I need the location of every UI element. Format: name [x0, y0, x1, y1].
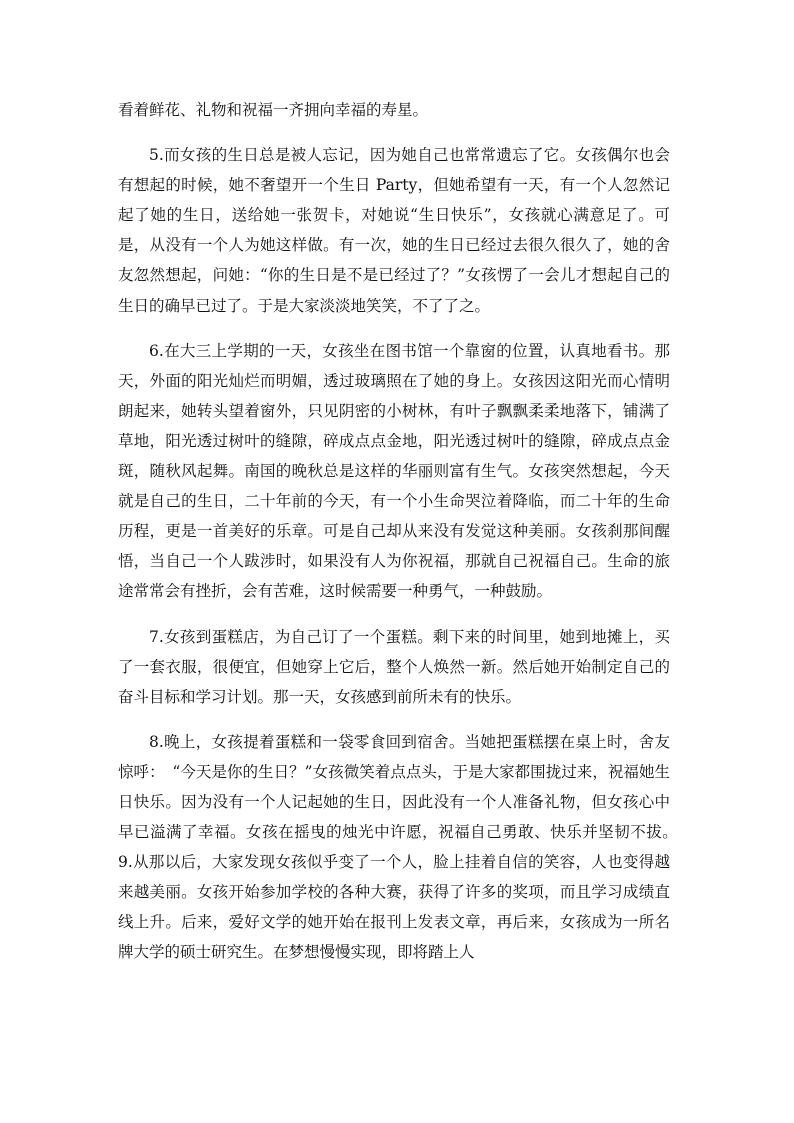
paragraph-continuation: 看着鲜花、礼物和祝福一齐拥向幸福的寿星。: [118, 101, 429, 119]
paragraph-7: 7.女孩到蛋糕店，为自己订了一个蛋糕。剩下来的时间里，她到地摊上，买了一套衣服，很便宜，但她穿上它后，整个人焕然一新。然后她开始制定自己的奋斗目标和学习计划。那一天，女孩感到前所未有的快乐。: [118, 627, 670, 706]
document-body: [118, 95, 702, 983]
paragraph-5: 5.而女孩的生日总是被人忘记，因为她自己也常常遗忘了它。女孩偶尔也会有想起的时候，她不奢望开一个生日 Party，但她希望有一天，有一个人忽然记起了她的生日，送给她一张贺卡，对她说“生日快乐”，女孩就心满意足了。可是，从没有一个人为她这样做。有一次，她的生日已经过去很久很久了，她的舍友忽然想起，问她：“你的生日是不是已经过了？”女孩愣了一会儿才想起自己的生日的确早已过了。于是大家淡淡地笑笑，不了了之。: [118, 146, 670, 315]
paragraph-6: 6.在大三上学期的一天，女孩坐在图书馆一个靠窗的位置，认真地看书。那天，外面的阳光灿烂而明媚，透过玻璃照在了她的身上。女孩因这阳光而心情明朗起来，她转头望着窗外，只见阴密的小树林，有叶子飘飘柔柔地落下，铺满了草地，阳光透过树叶的缝隙，碎成点点金地，阳光透过树叶的缝隙，碎成点点金斑，随秋风起舞。南国的晚秋总是这样的华丽则富有生气。女孩突然想起，今天就是自己的生日，二十年前的今天，有一个小生命哭泣着降临，而二十年的生命历程，更是一首美好的乐章。可是自己却从来没有发觉这种美丽。女孩刹那间醒悟，当自己一个人跋涉时，如果没有人为你祝福，那就自己祝福自己。生命的旅途常常会有挫折，会有苦难，这时候需要一种勇气，一种鼓励。: [118, 341, 670, 601]
paragraph-8-9: 8.晚上，女孩提着蛋糕和一袋零食回到宿舍。当她把蛋糕摆在桌上时，舍友惊呼： “今天是你的生日？”女孩微笑着点点头，于是大家都围拢过来，祝福她生日快乐。因为没有一个人记起她的生日，因此没有一个人准备礼物，但女孩心中早已溢满了幸福。女孩在摇曳的烛光中许愿，祝福自己勇敢、快乐并坚韧不拔。 9.从那以后，大家发现女孩似乎变了一个人，脸上挂着自信的笑容，人也变得越来越美丽。女孩开始参加学校的各种大赛，获得了许多的奖项，而且学习成绩直线上升。后来，爱好文学的她开始在报刊上发表文章，再后来，女孩成为一所名牌大学的硕士研究生。在梦想慢慢实现，即将踏上人: [118, 732, 702, 962]
